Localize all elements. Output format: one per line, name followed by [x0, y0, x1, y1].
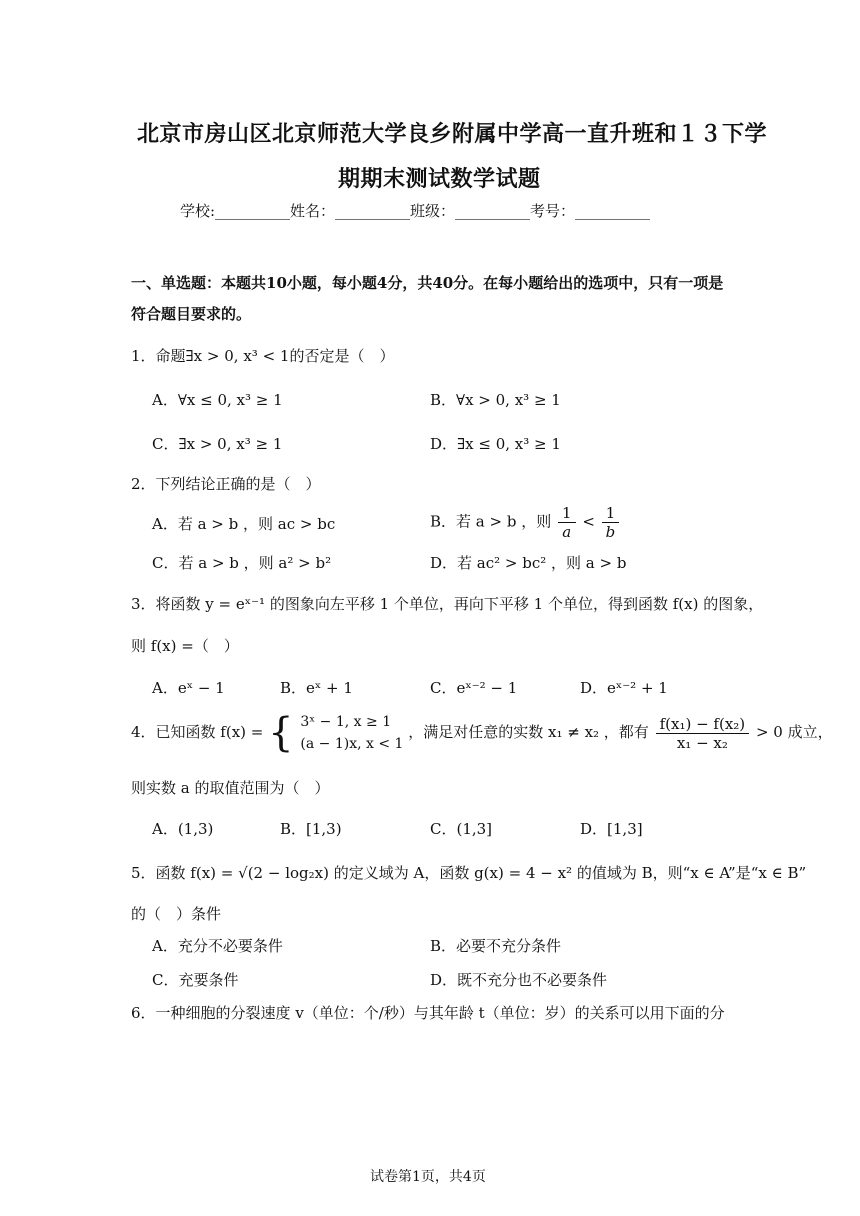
q4-case-1: 3ˣ − 1, x ≥ 1	[300, 714, 392, 730]
q2-fraction-1-num: 1	[558, 504, 576, 523]
q5-option-a: A．充分不必要条件	[152, 937, 283, 955]
q4-fraction-num: f(x₁) − f(x₂)	[656, 715, 750, 734]
student-info-line: 学校:__________姓名：__________班级：__________考号：__________	[180, 202, 651, 220]
q2-fraction-2	[602, 504, 620, 541]
q1-stem: 1．命题∃x > 0, x³ < 1的否定是（ ）	[131, 347, 395, 365]
q1-option-b: B．∀x > 0, x³ ≥ 1	[430, 391, 561, 409]
q2-fraction-op: <	[582, 512, 595, 531]
q3-option-d: D．eˣ⁻² + 1	[580, 679, 668, 697]
q1-option-d: D．∃x ≤ 0, x³ ≥ 1	[430, 435, 561, 453]
section-heading-line2: 符合题目要求的。	[131, 305, 252, 323]
q4-fraction-den: x₁ − x₂	[676, 733, 728, 752]
q4-stem-line2: 则实数 a 的取值范围为（ ）	[131, 779, 330, 797]
q1-option-c: C．∃x > 0, x³ ≥ 1	[152, 435, 283, 453]
q5-stem-line1: 5．函数 f(x) = √(2 − log₂x) 的定义域为 A，函数 g(x) = 4 − x² 的值域为 B，则“x ∈ A”是“x ∈ B”	[131, 864, 807, 882]
q4-middle: ，满足对任意的实数 x₁ ≠ x₂ ，都有	[408, 723, 649, 741]
section-heading-line1: 一、单选题：本题共10小题，每小题4分，共40分。在每小题给出的选项中，只有一项是	[131, 274, 724, 292]
page-title-line2: 期期末测试数学试题	[338, 166, 541, 192]
q2-option-b-prefix: B．若 a > b ，则	[430, 512, 552, 531]
q4-stem-line1	[131, 711, 833, 755]
q1-option-a: A．∀x ≤ 0, x³ ≥ 1	[152, 391, 283, 409]
q5-option-b: B．必要不充分条件	[430, 937, 562, 955]
page-footer: 试卷第1页，共4页	[370, 1169, 486, 1185]
q2-option-b	[430, 504, 621, 541]
q5-option-c: C．充要条件	[152, 971, 239, 989]
q5-option-d: D．既不充分也不必要条件	[430, 971, 608, 989]
page-title-line1: 北京市房山区北京师范大学良乡附属中学高一直升班和１３下学	[137, 121, 768, 147]
q2-fraction-2-den: b	[605, 523, 616, 541]
q2-option-d: D．若 ac² > bc² ，则 a > b	[430, 554, 627, 572]
q3-option-a: A．eˣ − 1	[152, 679, 225, 697]
q4-option-a: A．(1,3)	[152, 820, 214, 838]
q5-stem-line2: 的（ ）条件	[131, 905, 222, 923]
q2-option-c: C．若 a > b ，则 a² > b²	[152, 554, 332, 572]
q3-option-b: B．eˣ + 1	[280, 679, 353, 697]
q4-suffix: > 0 成立，	[755, 723, 833, 741]
q3-stem-line1: 3．将函数 y = eˣ⁻¹ 的图象向左平移 1 个单位，再向下平移 1 个单位，得到函数 f(x) 的图象，	[131, 595, 764, 613]
q4-option-c: C．(1,3]	[430, 820, 493, 838]
q2-fraction-1-den: a	[562, 523, 572, 541]
q6-stem-line1: 6．一种细胞的分裂速度 v（单位：个/秒）与其年龄 t（单位：岁）的关系可以用下面的分	[131, 1004, 725, 1022]
q4-case-2: (a − 1)x, x < 1	[300, 736, 404, 752]
q4-option-b: B．[1,3)	[280, 820, 342, 838]
q3-stem-line2: 则 f(x) =（ ）	[131, 637, 239, 655]
q3-option-c: C．eˣ⁻² − 1	[430, 679, 518, 697]
q2-option-a: A．若 a > b ，则 ac > bc	[152, 515, 336, 533]
q4-fraction	[656, 715, 750, 752]
q4-prefix: 4．已知函数 f(x) =	[131, 723, 264, 741]
q4-option-d: D．[1,3]	[580, 820, 643, 838]
q2-fraction-2-num: 1	[602, 504, 620, 523]
left-brace-icon: {	[268, 710, 294, 756]
q2-fraction-1	[558, 504, 576, 541]
q2-stem: 2．下列结论正确的是（ ）	[131, 475, 321, 493]
q4-piecewise	[300, 711, 403, 755]
